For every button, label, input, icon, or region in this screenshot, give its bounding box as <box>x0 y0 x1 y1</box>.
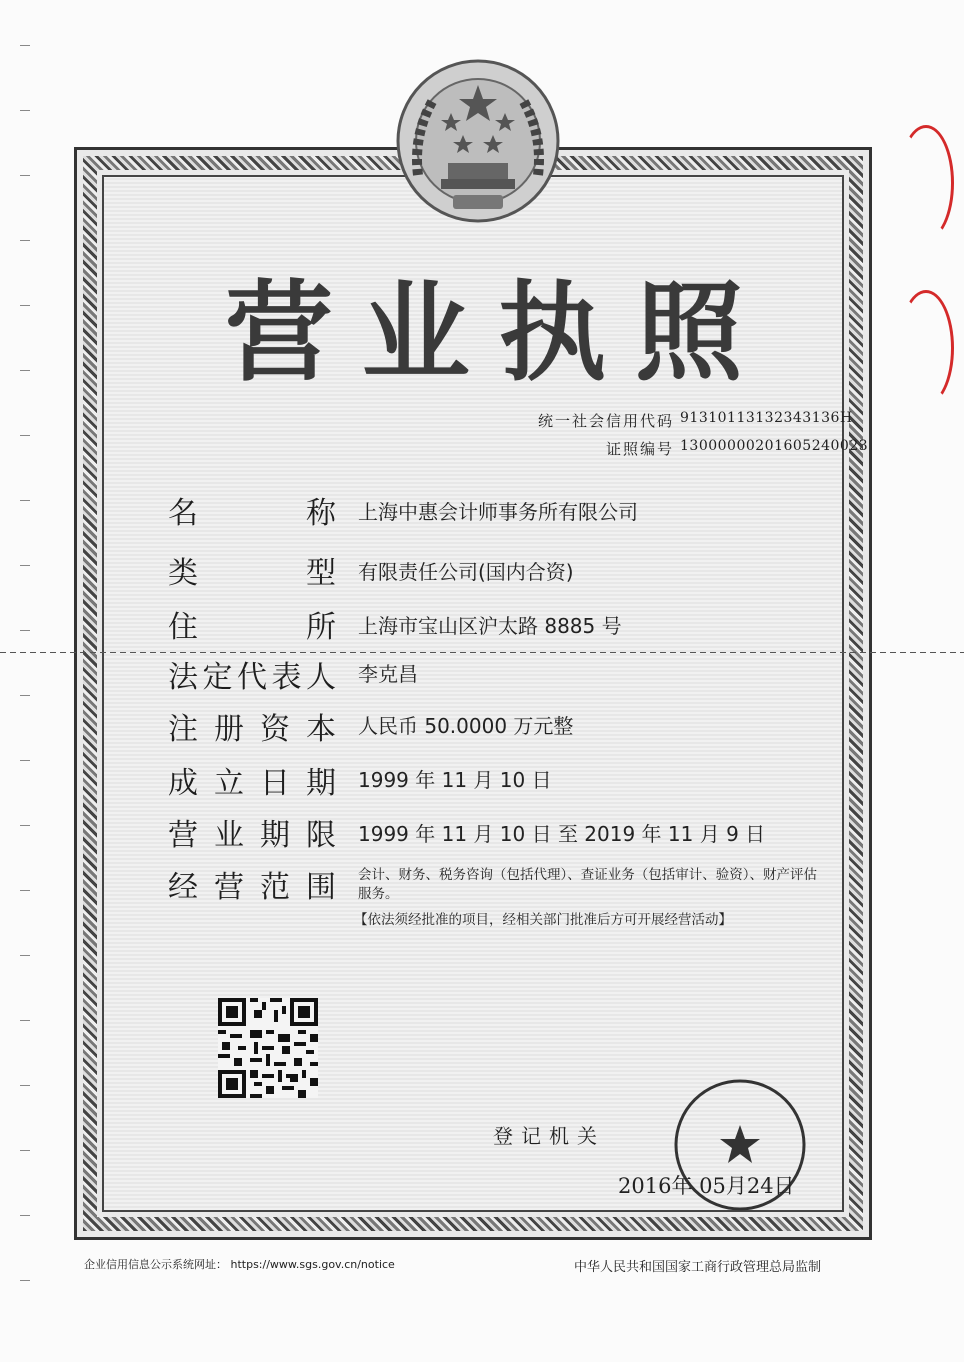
qr-code-icon <box>218 998 318 1098</box>
certificate-no-label: 证照编号 <box>605 440 674 458</box>
footer-website: 企业信用信息公示系统网址： https://www.sgs.gov.cn/notice <box>84 1258 395 1271</box>
title-char: 营 <box>225 270 336 396</box>
footer-issuer: 中华人民共和国国家工商行政管理总局监制 <box>574 1260 822 1275</box>
field-label: 成 立 日 期 <box>168 766 336 801</box>
field-label: 住 所 <box>168 610 336 645</box>
identifier-block <box>494 410 868 466</box>
red-seal-edge-top <box>898 125 954 241</box>
document-title <box>225 258 745 396</box>
credit-code-label: 统一社会信用代码 <box>537 412 674 430</box>
field-label: 经 营 范 围 <box>168 870 336 905</box>
field-label: 名 称 <box>168 496 336 531</box>
legal-representative-value: 李克昌 <box>358 662 418 686</box>
field-label: 类 型 <box>168 556 336 591</box>
credit-code-row <box>494 410 868 438</box>
fold-line <box>0 652 964 653</box>
business-scope-value: 会计、财务、税务咨询（包括代理）、查证业务（包括审计、验资）、财产评估服务。 <box>358 867 817 902</box>
registration-authority-label: 登记机关 <box>493 1124 605 1148</box>
field-label: 法 定 代 表 人 <box>168 660 336 695</box>
credit-code-value: 91310113132343136H <box>680 410 853 426</box>
established-date-value: 1999 年 11 月 10 日 <box>358 768 552 792</box>
title-char: 业 <box>361 270 472 396</box>
business-term-value: 1999 年 11 月 10 日 至 2019 年 11 月 9 日 <box>358 822 766 846</box>
title-char: 照 <box>634 270 745 396</box>
registration-date: 2016年 05月24日 <box>618 1174 795 1198</box>
certificate-no-row <box>494 438 868 466</box>
registered-capital-value: 人民币 50.0000 万元整 <box>358 714 574 738</box>
company-type-value: 有限责任公司(国内合资) <box>358 560 574 584</box>
certificate-no-value: 13000000201605240023 <box>680 438 869 454</box>
company-name-value: 上海中惠会计师事务所有限公司 <box>358 500 638 524</box>
title-char: 执 <box>498 270 609 396</box>
field-label: 注 册 资 本 <box>168 712 336 747</box>
field-label: 营 业 期 限 <box>168 818 336 853</box>
national-emblem-icon <box>393 55 563 227</box>
red-seal-edge-bottom <box>898 290 954 406</box>
address-value: 上海市宝山区沪太路 8885 号 <box>358 614 622 638</box>
business-scope-note: 【依法须经批准的项目，经相关部门批准后方可开展经营活动】 <box>354 912 732 928</box>
